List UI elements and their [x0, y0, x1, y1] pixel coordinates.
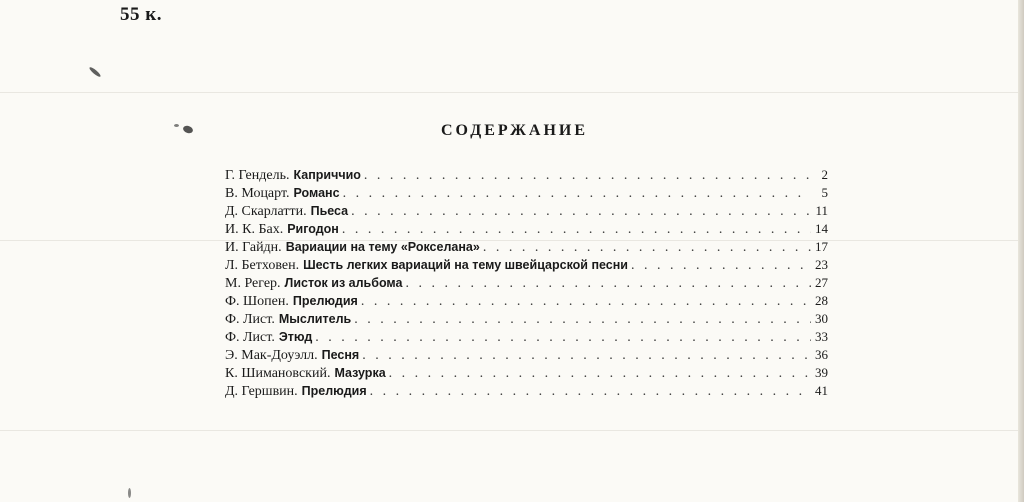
toc-author: Э. Мак-Доуэлл. [225, 348, 318, 363]
toc-entry [225, 238, 828, 256]
paper-texture-line [0, 92, 1018, 93]
toc-title: Прелюдия [301, 384, 367, 398]
toc-page-number: 27 [815, 275, 828, 290]
toc-title: Песня [321, 348, 360, 362]
toc-title: Мазурка [334, 366, 386, 380]
toc-entry [225, 346, 828, 364]
toc-entry [225, 256, 828, 274]
toc-page-number: 39 [815, 365, 828, 380]
toc-title: Ригодон [287, 222, 339, 236]
toc-title: Романс [293, 186, 340, 200]
toc-title: Мыслитель [278, 312, 352, 326]
dot-leader [370, 383, 811, 401]
toc-title: Листок из альбома [284, 276, 403, 290]
dot-leader [405, 275, 811, 293]
dot-leader [483, 239, 811, 257]
dot-leader [342, 221, 811, 239]
toc-author: К. Шимановский. [225, 366, 331, 381]
toc-author: И. Гайдн. [225, 240, 282, 255]
toc-page-number: 41 [815, 383, 828, 398]
toc-page-number: 11 [815, 203, 828, 218]
table-of-contents [225, 166, 828, 400]
toc-entry [225, 202, 828, 220]
ink-smudge [174, 124, 179, 127]
toc-page-number: 17 [815, 239, 828, 254]
toc-entry [225, 382, 828, 400]
dot-leader [364, 167, 811, 185]
toc-page-number: 5 [821, 185, 828, 200]
toc-author: И. К. Бах. [225, 222, 284, 237]
toc-author: Ф. Лист. [225, 330, 275, 345]
toc-page-number: 30 [815, 311, 828, 326]
toc-author: Д. Гершвин. [225, 384, 298, 399]
price-label: 55 к. [120, 4, 162, 25]
toc-author: Ф. Лист. [225, 312, 275, 327]
toc-title: Шесть легких вариаций на тему швейцарской песни [303, 258, 628, 272]
toc-author: М. Регер. [225, 276, 281, 291]
toc-title: Вариации на тему «Рокселана» [285, 240, 480, 254]
toc-page-number: 36 [815, 347, 828, 362]
toc-entry [225, 328, 828, 346]
toc-page-number: 28 [815, 293, 828, 308]
toc-page-number: 23 [815, 257, 828, 272]
toc-entry [225, 364, 828, 382]
dot-leader [361, 293, 811, 311]
dot-leader [351, 203, 811, 221]
paper-texture-line [0, 430, 1018, 431]
toc-author: В. Моцарт. [225, 186, 290, 201]
toc-entry [225, 310, 828, 328]
toc-entry [225, 220, 828, 238]
dot-leader [631, 257, 811, 275]
dot-leader [389, 365, 811, 383]
dot-leader [362, 347, 811, 365]
toc-page-number: 14 [815, 221, 828, 236]
toc-author: Г. Гендель. [225, 168, 290, 183]
toc-entry [225, 274, 828, 292]
toc-page-number: 2 [821, 167, 828, 182]
toc-entry [225, 184, 828, 202]
toc-author: Л. Бетховен. [225, 258, 300, 273]
ink-smudge [182, 125, 194, 135]
toc-title: Пьеса [310, 204, 349, 218]
toc-author: Д. Скарлатти. [225, 204, 307, 219]
dot-leader [315, 329, 811, 347]
page-edge [1018, 0, 1024, 502]
page-title: СОДЕРЖАНИЕ [441, 122, 589, 139]
toc-title: Этюд [278, 330, 313, 344]
toc-entry [225, 166, 828, 184]
toc-title: Каприччио [293, 168, 361, 182]
toc-entry [225, 292, 828, 310]
toc-title: Прелюдия [292, 294, 358, 308]
toc-page-number: 33 [815, 329, 828, 344]
ink-smudge [88, 66, 101, 78]
toc-author: Ф. Шопен. [225, 294, 289, 309]
dot-leader [354, 311, 811, 329]
dot-leader [343, 185, 811, 203]
ink-smudge [128, 488, 131, 498]
